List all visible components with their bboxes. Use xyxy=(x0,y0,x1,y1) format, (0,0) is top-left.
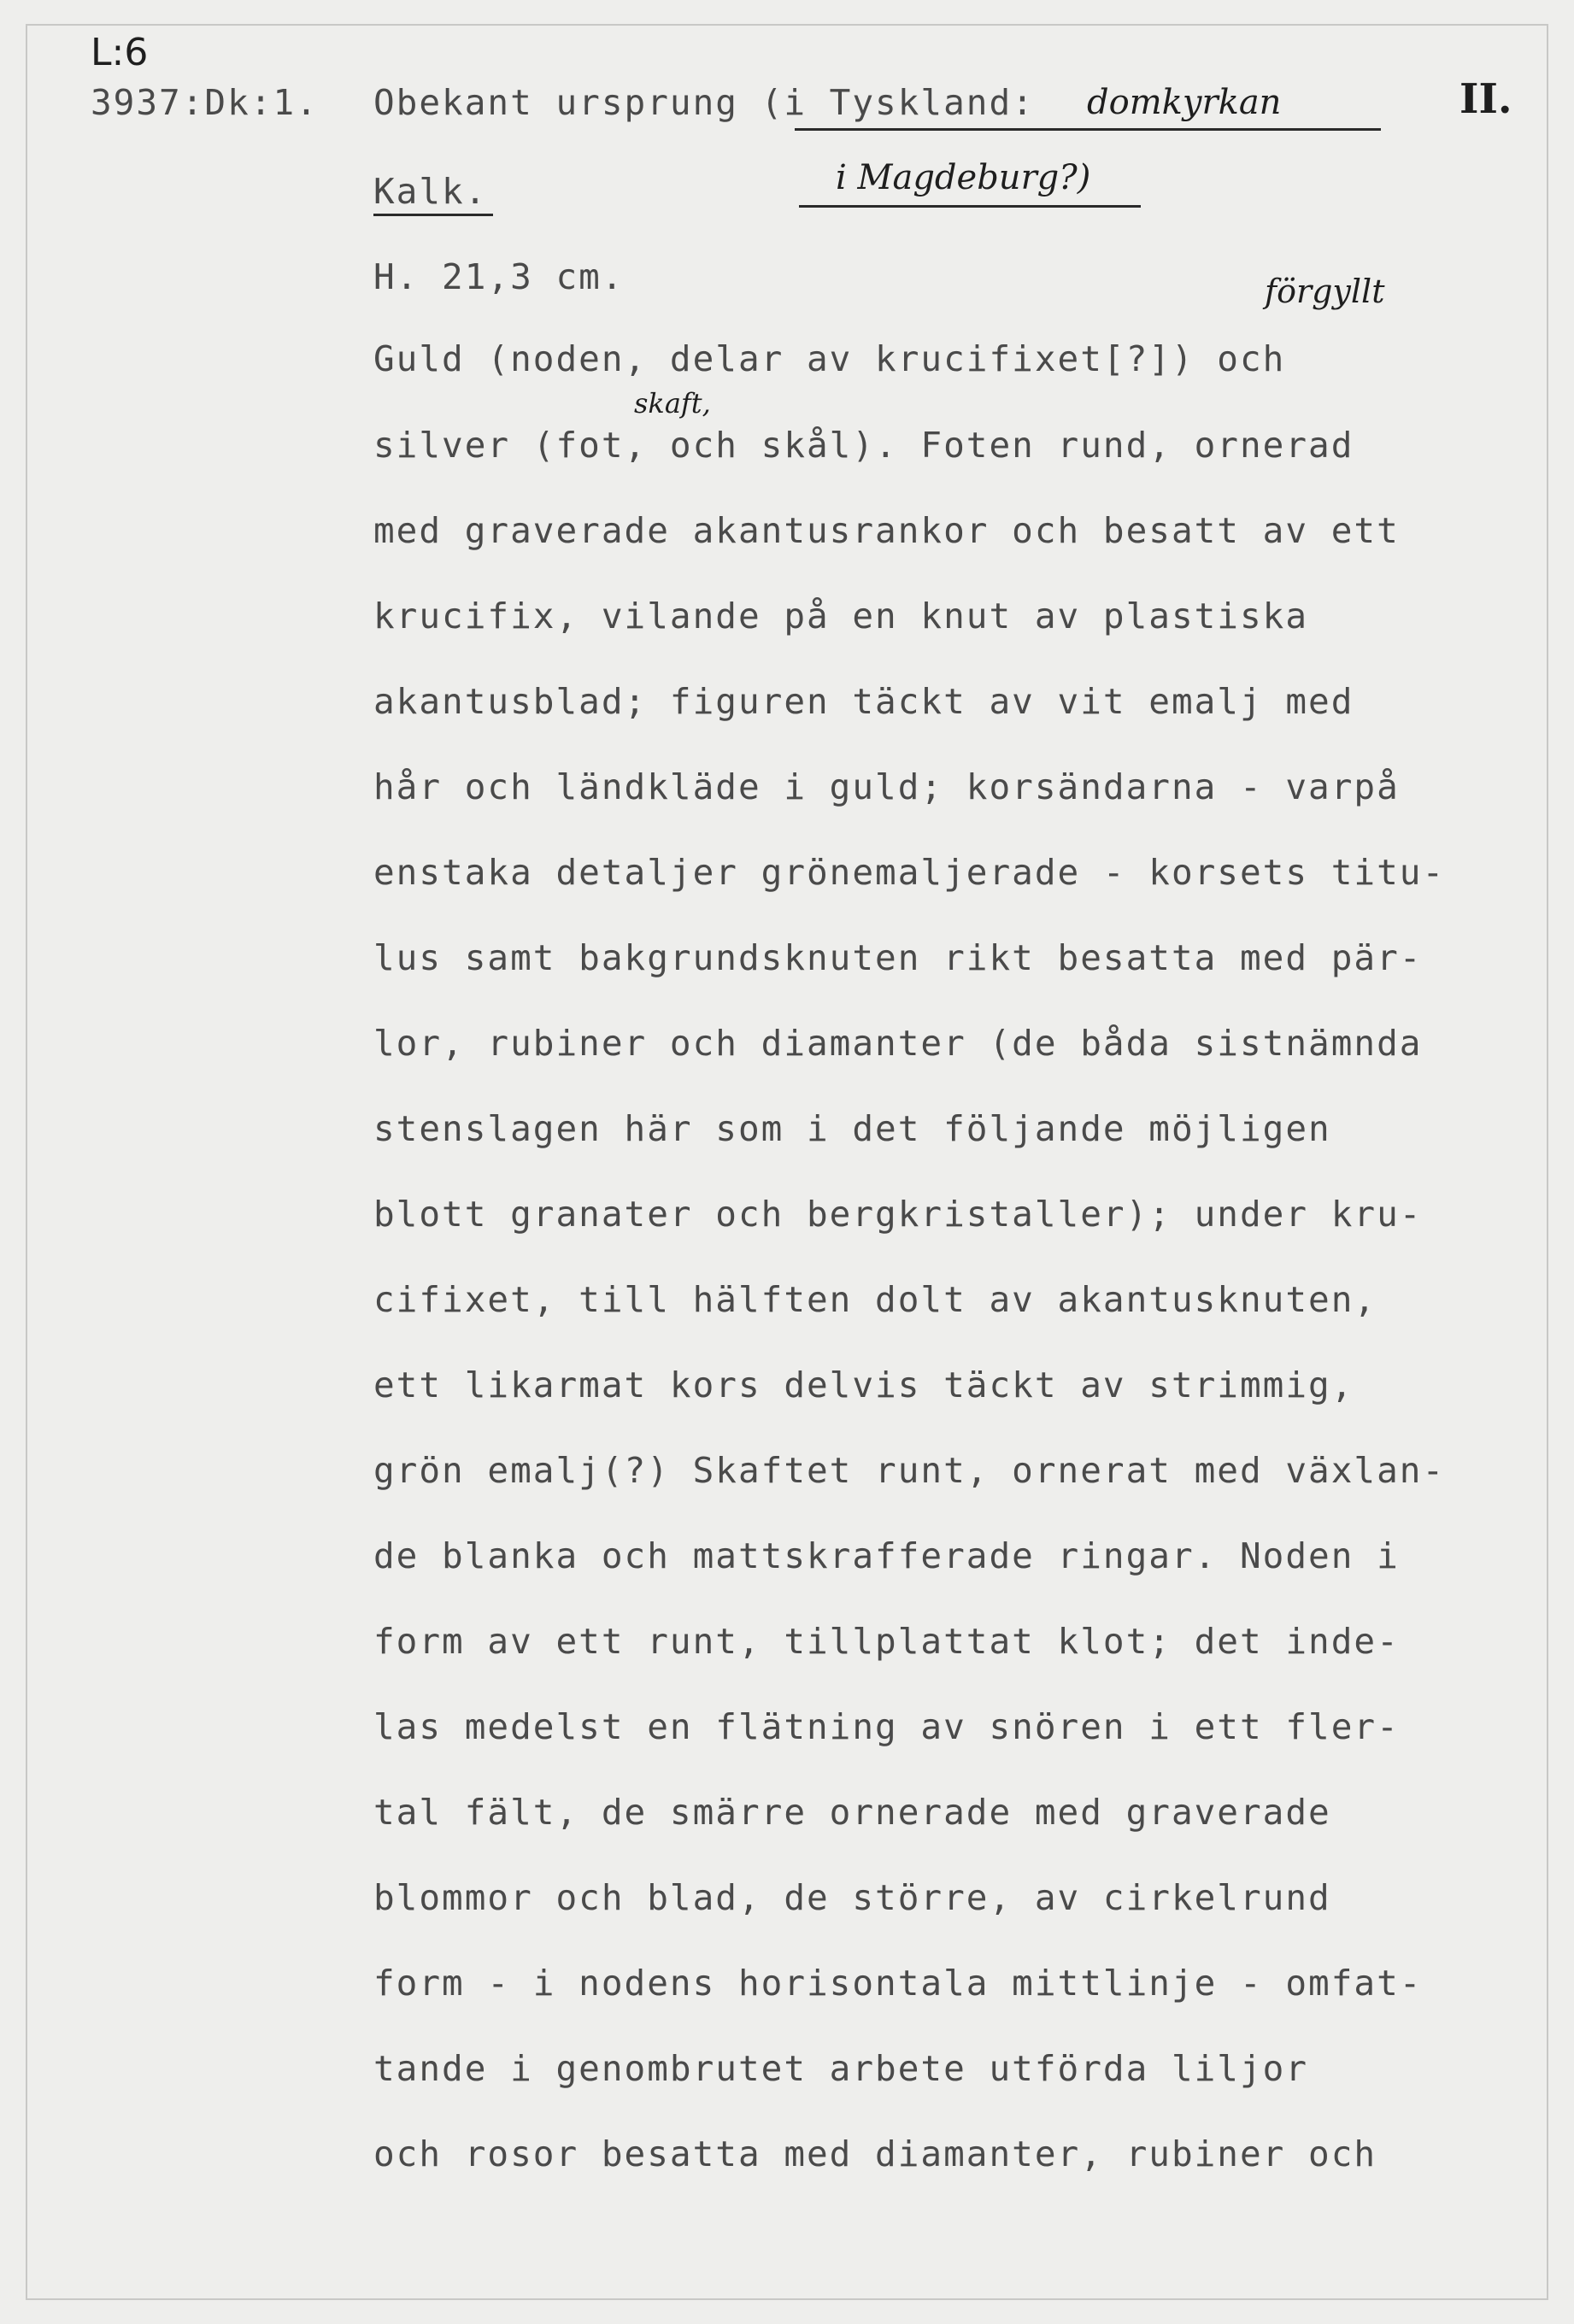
handwritten-place-2: i Magdeburg?) xyxy=(836,158,1091,197)
description-line: med graverade akantusrankor och besatt av ett xyxy=(373,510,1400,551)
handwritten-gilded: förgyllt xyxy=(1265,273,1385,310)
description-line: silver (fot, och skål). Foten rund, ornerad xyxy=(373,425,1354,466)
description-line: lus samt bakgrundsknuten rikt besatta med pär- xyxy=(373,937,1423,978)
height-line: H. 21,3 cm. xyxy=(373,256,625,297)
description-line: blott granater och bergkristaller); under kru- xyxy=(373,1194,1423,1235)
description-line: blommor och blad, de större, av cirkelrund xyxy=(373,1877,1331,1918)
description-line: enstaka detaljer grönemaljerade - korsets titu- xyxy=(373,852,1446,893)
description-line: form - i nodens horisontala mittlinje - omfat- xyxy=(373,1963,1423,2004)
description-line: akantusblad; figuren täckt av vit emalj med xyxy=(373,681,1354,722)
handwritten-code: L:6 xyxy=(91,31,149,74)
description-line: las medelst en flätning av snören i ett fler- xyxy=(373,1706,1400,1747)
description-line: de blanka och mattskrafferade ringar. Noden i xyxy=(373,1535,1400,1576)
description-line: ett likarmat kors delvis täckt av strimmig, xyxy=(373,1364,1354,1406)
description-line: tande i genombrutet arbete utförda liljor xyxy=(373,2048,1309,2089)
origin-underline xyxy=(795,128,1381,131)
description-line: tal fält, de smärre ornerade med graverade xyxy=(373,1792,1331,1833)
description-line: Guld (noden, delar av krucifixet[?]) och xyxy=(373,338,1286,379)
description-line: grön emalj(?) Skaftet runt, ornerat med växlan- xyxy=(373,1450,1446,1491)
description-line: krucifix, vilande på en knut av plastiska xyxy=(373,596,1309,637)
page-mark: II. xyxy=(1459,75,1512,123)
object-type-underline xyxy=(373,214,493,216)
place-2-underline xyxy=(799,205,1141,208)
inventory-number: 3937:Dk:1. xyxy=(91,82,319,123)
object-type: Kalk. xyxy=(373,171,488,212)
description-line: cifixet, till hälften dolt av akantusknuten, xyxy=(373,1279,1377,1320)
description-line: lor, rubiner och diamanter (de båda sistnämnda xyxy=(373,1023,1423,1064)
description-line: och rosor besatta med diamanter, rubiner och xyxy=(373,2133,1377,2174)
handwritten-place-1: domkyrkan xyxy=(1087,83,1282,122)
description-line: hår och ländkläde i guld; korsändarna - varpå xyxy=(373,766,1400,807)
origin-line: Obekant ursprung (i Tyskland: xyxy=(373,82,1035,123)
description-line: form av ett runt, tillplattat klot; det inde- xyxy=(373,1621,1400,1662)
description-line: stenslagen här som i det följande möjligen xyxy=(373,1108,1331,1149)
handwritten-shaft: skaft, xyxy=(634,387,711,420)
